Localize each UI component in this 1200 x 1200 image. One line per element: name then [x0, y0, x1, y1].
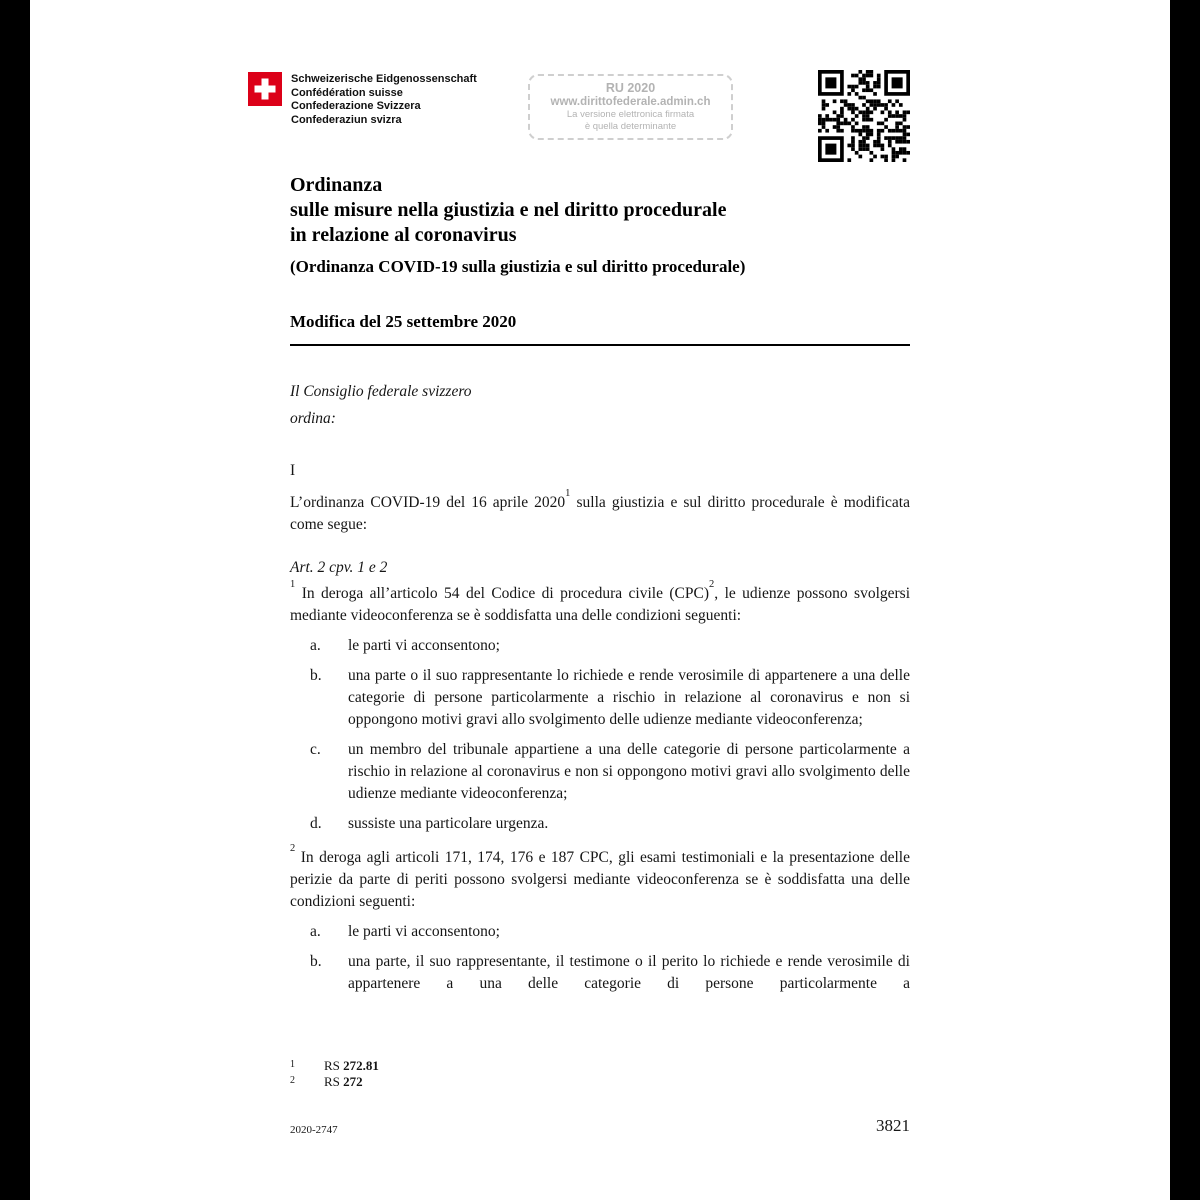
list-item: [310, 951, 910, 995]
list-item: [310, 739, 910, 805]
document-subtitle: (Ordinanza COVID-19 sulla giustizia e sul diritto procedurale): [290, 257, 746, 276]
logo-line-fr: Confédération suisse: [291, 86, 403, 99]
footnote-number: 1: [290, 1059, 295, 1070]
intro-text-2: sulla giustizia e sul diritto procedurale è modificata come segue:: [290, 494, 910, 533]
list-marker: a.: [310, 637, 321, 654]
page-footer: [290, 1116, 910, 1136]
paragraph-1-text-a: In deroga all’articolo 54 del Codice di procedura civile (CPC): [301, 585, 710, 602]
list-marker: a.: [310, 923, 321, 940]
paragraph-1: [290, 578, 911, 627]
list-text: le parti vi acconsentono;: [348, 637, 500, 654]
logo-line-it: Confederazione Svizzera: [291, 100, 421, 112]
document-title: [290, 173, 910, 248]
list-text: una parte, il suo rappresentante, il testimone o il perito lo richiede e rende verosimile di appartenere a una delle categorie di persone particolarmente a: [348, 953, 910, 992]
swiss-cross-icon: [248, 72, 282, 106]
intro-text-1: L’ordinanza COVID-19 del 16 aprile 2020: [290, 494, 566, 511]
footnote-rs-label: RS: [324, 1058, 344, 1073]
paragraph-2: [290, 842, 910, 913]
logo-line-rm: Confederaziun svizra: [291, 113, 402, 126]
list-marker: b.: [310, 667, 322, 684]
paragraph-1-text-b: , le udienze possono svolgersi mediante videoconferenza se è soddisfatta una delle condizioni seguenti:: [290, 585, 911, 624]
intro-paragraph: [290, 487, 910, 536]
footnote-ref-1: 1: [565, 487, 571, 499]
list-marker: d.: [310, 815, 322, 832]
horizontal-rule: [290, 344, 910, 346]
footnote: [290, 1074, 910, 1090]
stamp-url: www.dirittofederale.admin.ch: [550, 96, 711, 108]
document-page: [30, 0, 1170, 1200]
footnote-rs-label: RS: [324, 1074, 344, 1089]
footnote-text: [324, 1074, 363, 1090]
title-line-3: in relazione al coronavirus: [290, 224, 517, 246]
list-text: una parte o il suo rappresentante lo richiede e rende verosimile di appartenere a una delle categorie di persone particolarmente a rischio in relazione al coronavirus e non si oppongono motivi gravi allo svolgimento delle udienze mediante videoconferenza;: [348, 667, 910, 728]
list-item: [310, 635, 910, 657]
section-number: I: [290, 462, 296, 479]
paragraph-2-marker: 2: [290, 842, 296, 854]
footnote-text: [324, 1058, 379, 1074]
document-body: [290, 0, 910, 995]
article-heading: Art. 2 cpv. 1 e 2: [290, 559, 388, 576]
footnote-rs-number: 272.81: [343, 1058, 379, 1073]
modification-heading: Modifica del 25 settembre 2020: [290, 312, 517, 331]
list-text: sussiste una particolare urgenza.: [348, 815, 549, 832]
stamp-ru-label: RU 2020: [605, 81, 656, 95]
stamp-note-line2: è quella determinante: [584, 121, 677, 132]
paragraph-1-marker: 1: [290, 578, 296, 590]
paragraph-2-text: In deroga agli articoli 171, 174, 176 e 187 CPC, gli esami testimoniali e la presentazione delle perizie da parte di periti possono svolgersi mediante videoconferenza se è soddisfatta una delle condizioni seguenti:: [290, 849, 910, 910]
page-number: 3821: [876, 1116, 910, 1135]
preamble: [290, 381, 910, 430]
document-reference: 2020-2747: [290, 1124, 338, 1136]
list-text: le parti vi acconsentono;: [348, 923, 500, 940]
preamble-ordina: ordina:: [290, 410, 336, 427]
stamp-note-line1: La versione elettronica firmata: [566, 109, 695, 120]
footnotes: [290, 1058, 910, 1090]
footnote-ref-2: 2: [709, 578, 715, 590]
list-item: [310, 665, 910, 731]
list-marker: c.: [310, 741, 321, 758]
footnote: [290, 1058, 910, 1074]
list-item: [310, 921, 910, 943]
list-text: un membro del tribunale appartiene a una delle categorie di persone particolarmente a rischio in relazione al coronavirus e non si oppongono motivi gravi allo svolgimento delle udienze mediante videoconferenza;: [348, 741, 910, 802]
footnote-rs-number: 272: [343, 1074, 363, 1089]
title-line-2: sulle misure nella giustizia e nel diritto procedurale: [290, 199, 727, 221]
list-item: [310, 813, 910, 835]
footnote-number: 2: [290, 1075, 295, 1086]
title-line-1: Ordinanza: [290, 174, 383, 196]
logo-line-de: Schweizerische Eidgenossenschaft: [291, 73, 477, 85]
list-marker: b.: [310, 953, 322, 970]
preamble-author: Il Consiglio federale svizzero: [290, 383, 472, 400]
